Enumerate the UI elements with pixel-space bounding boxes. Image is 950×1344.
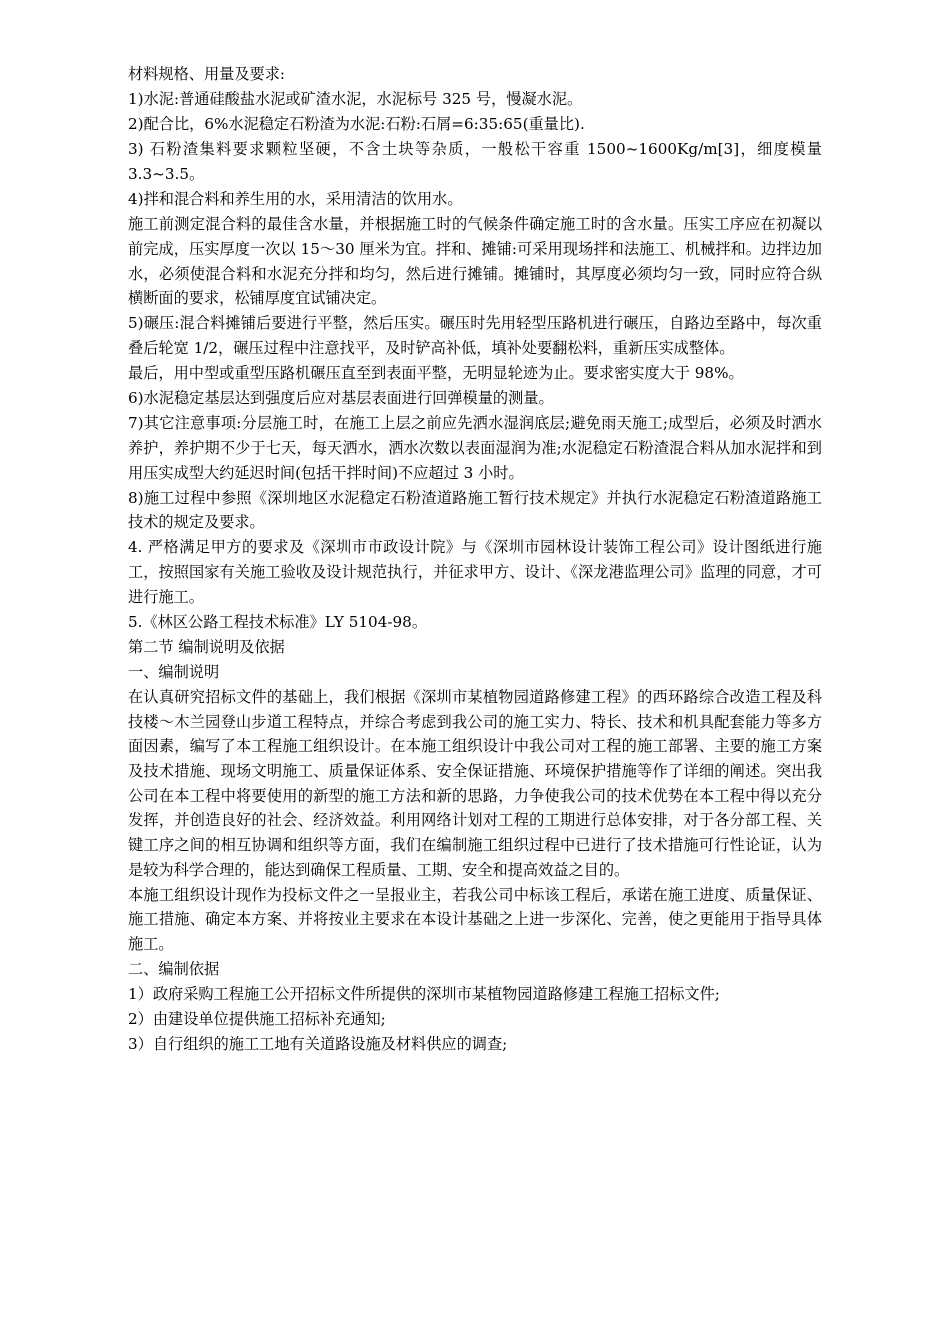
subsection-heading: 一、编制说明	[128, 663, 220, 681]
paragraph: 2)配合比，6%水泥稳定石粉渣为水泥:石粉:石屑=6:35:65(重量比).	[128, 115, 585, 134]
paragraph: 6)水泥稳定基层达到强度后应对基层表面进行回弹模量的测量。	[128, 389, 554, 408]
paragraph: 在认真研究招标文件的基础上，我们根据《深圳市某植物园道路修建工程》的西环路综合改造工程及科技楼～木兰园登山步道工程特点，并综合考虑到我公司的施工实力、特长、技术和机具配套能力等多方面因素，编写了本工程施工组织设计。在本施工组织设计中我公司对工程的施工部署、主要的施工方案及技术措施、现场文明施工、质量保证体系、安全保证措施、环境保护措施等作了详细的阐述。突出我公司在本工程中将要使用的新型的施工方法和新的思路，力争使我公司的技术优势在本工程中得以充分发挥，并创造良好的社会、经济效益。利用网络计划对工程的工期进行总体安排，对于各分部工程、关键工序之间的相互协调和组织等方面，我们在编制施工组织过程中已进行了技术措施可行性论证，认为是较为科学合理的，能达到确保工程质量、工期、安全和提高效益之目的。	[128, 688, 822, 879]
paragraph: 4)拌和混合料和养生用的水，采用清洁的饮用水。	[128, 190, 463, 209]
document-body	[128, 62, 822, 1057]
paragraph: 8)施工过程中参照《深圳地区水泥稳定石粉渣道路施工暂行技术规定》并执行水泥稳定石粉渣道路施工技术的规定及要求。	[128, 488, 822, 532]
paragraph: 1）政府采购工程施工公开招标文件所提供的深圳市某植物园道路修建工程施工招标文件;	[128, 985, 720, 1004]
paragraph: 4. 严格满足甲方的要求及《深圳市市政设计院》与《深圳市园林设计装饰工程公司》设计图纸进行施工，按照国家有关施工验收及设计规范执行，并征求甲方、设计、《深龙港监理公司》监理的同意，才可进行施工。	[128, 538, 822, 606]
section-heading: 第二节 编制说明及依据	[128, 637, 285, 656]
paragraph: 2）由建设单位提供施工招标补充通知;	[128, 1010, 386, 1029]
paragraph: 本施工组织设计现作为投标文件之一呈报业主，若我公司中标该工程后，承诺在施工进度、质量保证、施工措施、确定本方案、并将按业主要求在本设计基础之上进一步深化、完善，使之更能用于指导具体施工。	[128, 885, 822, 953]
paragraph: 7)其它注意事项:分层施工时，在施工上层之前应先洒水湿润底层;避免雨天施工;成型后，必须及时洒水养护，养护期不少于七天，每天洒水，洒水次数以表面湿润为准;水泥稳定石粉渣混合料从加水泥拌和到用压实成型大约延迟时间(包括干拌时间)不应超过 3 小时。	[128, 414, 822, 482]
paragraph: 1)水泥:普通硅酸盐水泥或矿渣水泥，水泥标号 325 号，慢凝水泥。	[128, 90, 583, 109]
paragraph: 5)碾压:混合料摊铺后要进行平整，然后压实。碾压时先用轻型压路机进行碾压，自路边至路中，每次重叠后轮宽 1/2，碾压过程中注意找平，及时铲高补低，填补处要翻松料，重新压实成整体。	[128, 314, 822, 357]
paragraph: 最后，用中型或重型压路机碾压直至到表面平整，无明显轮迹为止。要求密实度大于 98%。	[128, 364, 744, 382]
paragraph: 施工前测定混合料的最佳含水量，并根据施工时的气候条件确定施工时的含水量。压实工序应在初凝以前完成，压实厚度一次以 15～30 厘米为宜。拌和、摊铺:可采用现场拌和法施工、机械拌和。边拌边加水，必须使混合料和水泥充分拌和均匀，然后进行摊铺。摊铺时，其厚度必须均匀一致，同时应符合纵横断面的要求，松铺厚度宜试铺决定。	[128, 215, 822, 308]
paragraph: 3）自行组织的施工工地有关道路设施及材料供应的调查;	[128, 1035, 508, 1054]
subsection-heading: 二、编制依据	[128, 960, 220, 978]
paragraph: 3) 石粉渣集料要求颗粒坚硬，不含土块等杂质，一般松干容重 1500~1600Kg/m[3]，细度模量 3.3~3.5。	[128, 140, 822, 183]
paragraph: 5.《林区公路工程技术标准》LY 5104-98。	[128, 612, 428, 631]
paragraph: 材料规格、用量及要求:	[128, 65, 285, 83]
